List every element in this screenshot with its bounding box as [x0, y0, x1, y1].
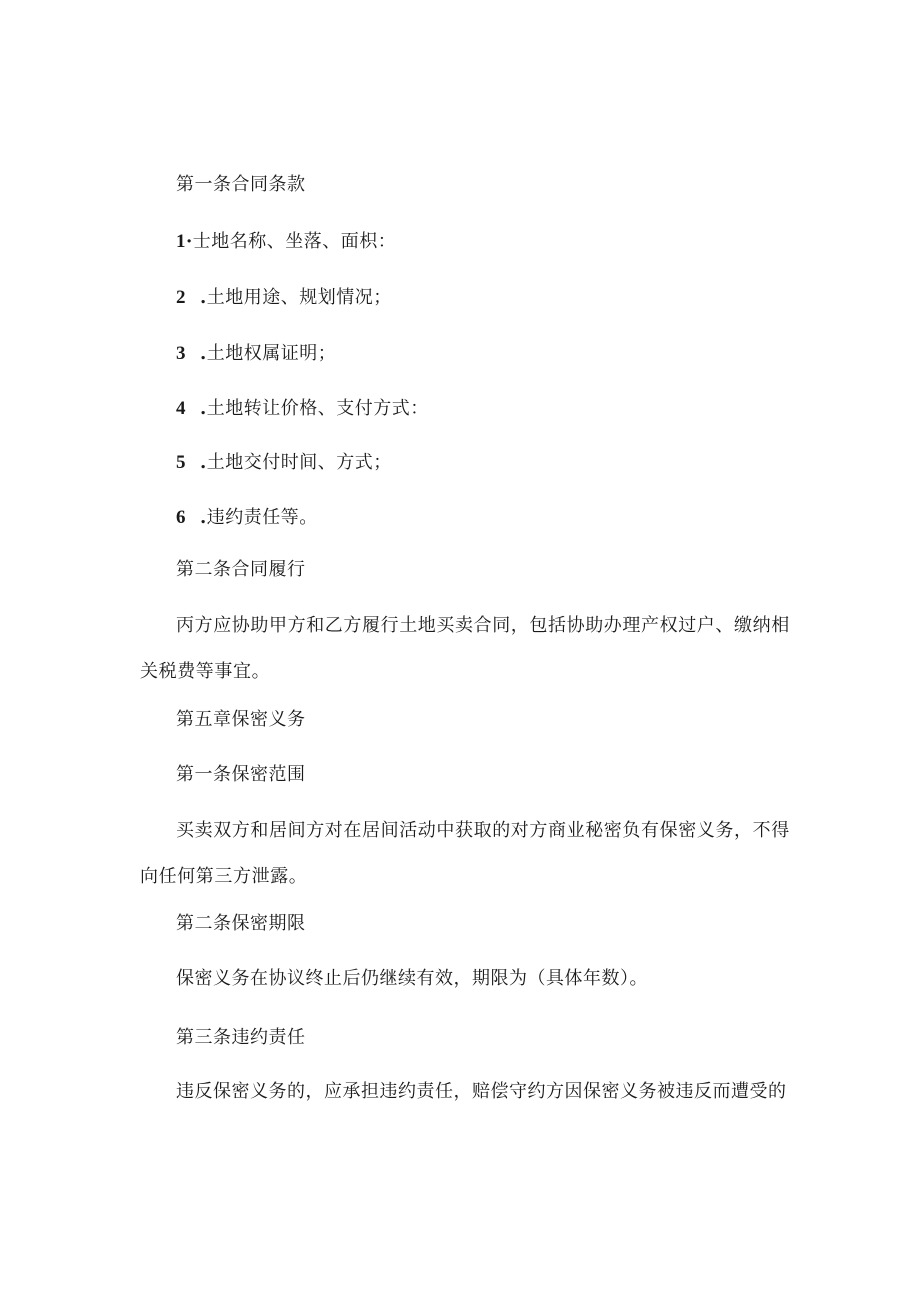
chapter-5-article-1-body: 买卖双方和居间方对在居间活动中获取的对方商业秘密负有保密义务，不得向任何第三方泄露。 — [140, 820, 790, 887]
list-item-separator: . — [200, 287, 207, 308]
list-item-text: 士地名称、坐落、面枳： — [192, 231, 397, 252]
list-item-text: 违约责任等。 — [206, 507, 318, 528]
list-item-number: 2 — [176, 287, 186, 308]
list-item-separator: . — [200, 343, 207, 364]
list-item-6 — [176, 505, 318, 531]
list-item-text: 土地用途、规划情况； — [206, 287, 392, 308]
list-item-separator: · — [186, 231, 193, 252]
list-item-text: 土地转让价格、支付方式： — [206, 398, 429, 419]
list-item-number: 1 — [176, 231, 186, 252]
article-2-body: 丙方应协助甲方和乙方履行土地买卖合同，包括协助办理产权过户、缴纳相关税费等事宜。 — [140, 615, 790, 682]
list-item-number: 4 — [176, 398, 186, 419]
list-item-separator: . — [200, 507, 207, 528]
chapter-5-article-2-heading: 第二条保密期限 — [176, 913, 306, 934]
list-item-separator: . — [200, 398, 207, 419]
list-item-separator: . — [200, 452, 207, 473]
list-item-4 — [176, 396, 429, 422]
list-item-2 — [176, 285, 392, 311]
list-item-text: 土地交付时间、方式； — [206, 452, 392, 473]
article-1-heading: 第一条合同条款 — [176, 174, 306, 195]
article-2-heading: 第二条合同履行 — [176, 559, 306, 580]
chapter-5-article-1-heading: 第一条保密范围 — [176, 764, 306, 785]
chapter-5-article-3-body: 违反保密义务的，应承担违约责任，赔偿守约方因保密义务被违反而遭受的 — [176, 1081, 787, 1102]
list-item-number: 5 — [176, 452, 186, 473]
list-item-text: 土地权属证明； — [206, 343, 337, 364]
list-item-1 — [176, 229, 396, 255]
list-item-3 — [176, 341, 336, 367]
chapter-5-article-3-heading: 第三条违约责任 — [176, 1027, 306, 1048]
list-item-number: 6 — [176, 507, 186, 528]
chapter-5-article-2-body: 保密义务在协议终止后仍继续有效，期限为（具体年数）。 — [176, 968, 648, 989]
list-item-5 — [176, 450, 392, 476]
chapter-5-heading: 第五章保密义务 — [176, 709, 306, 730]
list-item-number: 3 — [176, 343, 186, 364]
